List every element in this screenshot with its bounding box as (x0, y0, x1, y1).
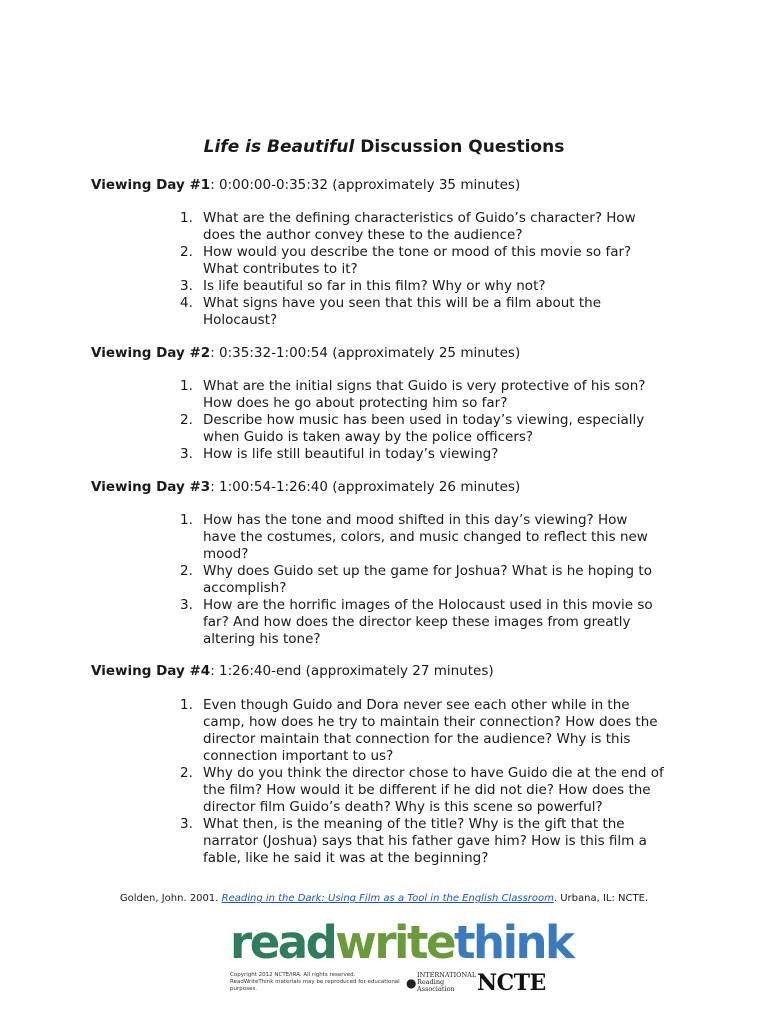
question-number: 3. (180, 597, 193, 613)
day-3-heading (91, 479, 520, 495)
question-line: How are the horrific images of the Holocaust used in this movie so (203, 597, 653, 613)
question-item (180, 512, 690, 563)
question-line: does the author convey these to the audience? (203, 227, 523, 243)
question-number: 3. (180, 278, 193, 294)
question-number: 2. (180, 765, 193, 781)
day-details: : 1:00:54-1:26:40 (approximately 26 minutes) (210, 479, 521, 495)
question-line: What then, is the meaning of the title? Why is the gift that the (203, 816, 625, 832)
readwritethink-logo (230, 916, 573, 998)
day-label: Viewing Day #2 (91, 345, 211, 361)
question-line: What signs have you seen that this will be a film about the (203, 295, 602, 311)
question-number: 2. (180, 244, 193, 260)
question-item (180, 597, 690, 648)
day-2-heading (91, 345, 520, 361)
logo-wordmark (230, 916, 572, 969)
ira-line: INTERNATIONAL (417, 971, 477, 979)
question-line: have the costumes, colors, and music changed to reflect this new (203, 529, 648, 545)
question-line: accomplish? (203, 580, 287, 596)
question-item (180, 295, 690, 329)
question-line: What contributes to it? (203, 261, 358, 277)
citation-suffix: . Urbana, IL: NCTE. (553, 893, 649, 904)
question-number: 1. (180, 512, 193, 528)
ira-line: Reading (417, 978, 445, 986)
question-line: far? And how does the director keep these images from greatly (203, 614, 631, 630)
question-line: director film Guido’s death? Why is this scene so powerful? (203, 799, 603, 815)
question-item (180, 765, 690, 816)
day-label: Viewing Day #4 (91, 663, 211, 679)
question-line: Even though Guido and Dora never see each other while in the (203, 697, 630, 713)
page-title (0, 137, 768, 157)
question-item (180, 210, 690, 244)
question-line: mood? (203, 546, 249, 562)
question-number: 1. (180, 697, 193, 713)
book-link[interactable]: Reading in the Dark: Using Film as a Tool in the English Classroom (221, 893, 554, 904)
day-details: : 0:00:00-0:35:32 (approximately 35 minutes) (210, 177, 521, 193)
question-line: connection important to us? (203, 748, 394, 764)
question-line: What are the initial signs that Guido is very protective of his son? (203, 378, 646, 394)
question-line: fable, like he said it was at the beginning? (203, 850, 489, 866)
question-line: director maintain that connection for the audience? Why is this (203, 731, 631, 747)
day-4-heading (91, 663, 494, 679)
ira-text (417, 972, 476, 993)
citation (0, 893, 768, 904)
question-line: when Guido is taken away by the police officers? (203, 429, 534, 445)
question-item (180, 244, 690, 278)
citation-prefix: Golden, John. 2001. (119, 893, 222, 904)
ira-line: Association (417, 985, 455, 993)
question-number: 4. (180, 295, 193, 311)
question-line: narrator (Joshua) says that his father gave him? How is this film a (203, 833, 647, 849)
question-number: 1. (180, 210, 193, 226)
day-4-questions (180, 697, 690, 867)
ncte-logo: NCTE (477, 970, 546, 996)
question-line: camp, how does he try to maintain their connection? How does the (203, 714, 658, 730)
question-line: Describe how music has been used in today’s viewing, especially (203, 412, 645, 428)
logo-read: read (230, 916, 336, 969)
copyright-notice: Copyright 2012 NCTE/IRA. All rights reserved. ReadWriteThink materials may be reproduced for educational purposes. (230, 972, 400, 992)
question-item (180, 446, 690, 463)
question-item (180, 816, 690, 867)
question-number: 3. (180, 446, 193, 462)
question-line: How is life still beautiful in today’s viewing? (203, 446, 499, 462)
day-2-questions (180, 378, 690, 463)
title-italic: Life is Beautiful (203, 137, 355, 157)
day-details: : 0:35:32-1:00:54 (approximately 25 minutes) (210, 345, 521, 361)
day-1-heading (91, 177, 520, 193)
question-item (180, 278, 690, 295)
question-line: the film? How would it be different if he did not die? How does the (203, 782, 651, 798)
question-line: Why do you think the director chose to have Guido die at the end of (203, 765, 664, 781)
question-number: 2. (180, 563, 193, 579)
ira-emblem-icon: ● (406, 976, 417, 990)
question-line: Holocaust? (203, 312, 278, 328)
question-line: How does he go about protecting him so far? (203, 395, 508, 411)
question-number: 1. (180, 378, 193, 394)
question-number: 3. (180, 816, 193, 832)
question-line: What are the defining characteristics of Guido’s character? How (203, 210, 636, 226)
day-label: Viewing Day #1 (91, 177, 211, 193)
logo-think: think (454, 916, 573, 969)
question-line: How has the tone and mood shifted in this day’s viewing? How (203, 512, 628, 528)
title-rest: Discussion Questions (354, 137, 565, 157)
day-3-questions (180, 512, 690, 648)
logo-write: write (335, 916, 455, 969)
question-line: altering his tone? (203, 631, 321, 647)
question-number: 2. (180, 412, 193, 428)
question-item (180, 697, 690, 765)
question-line: Is life beautiful so far in this film? Why or why not? (203, 278, 546, 294)
question-line: Why does Guido set up the game for Joshua? What is he hoping to (203, 563, 652, 579)
question-item (180, 378, 690, 412)
question-line: How would you describe the tone or mood of this movie so far? (203, 244, 632, 260)
day-details: : 1:26:40-end (approximately 27 minutes) (210, 663, 494, 679)
day-1-questions (180, 210, 690, 329)
question-item (180, 412, 690, 446)
day-label: Viewing Day #3 (91, 479, 211, 495)
question-item (180, 563, 690, 597)
